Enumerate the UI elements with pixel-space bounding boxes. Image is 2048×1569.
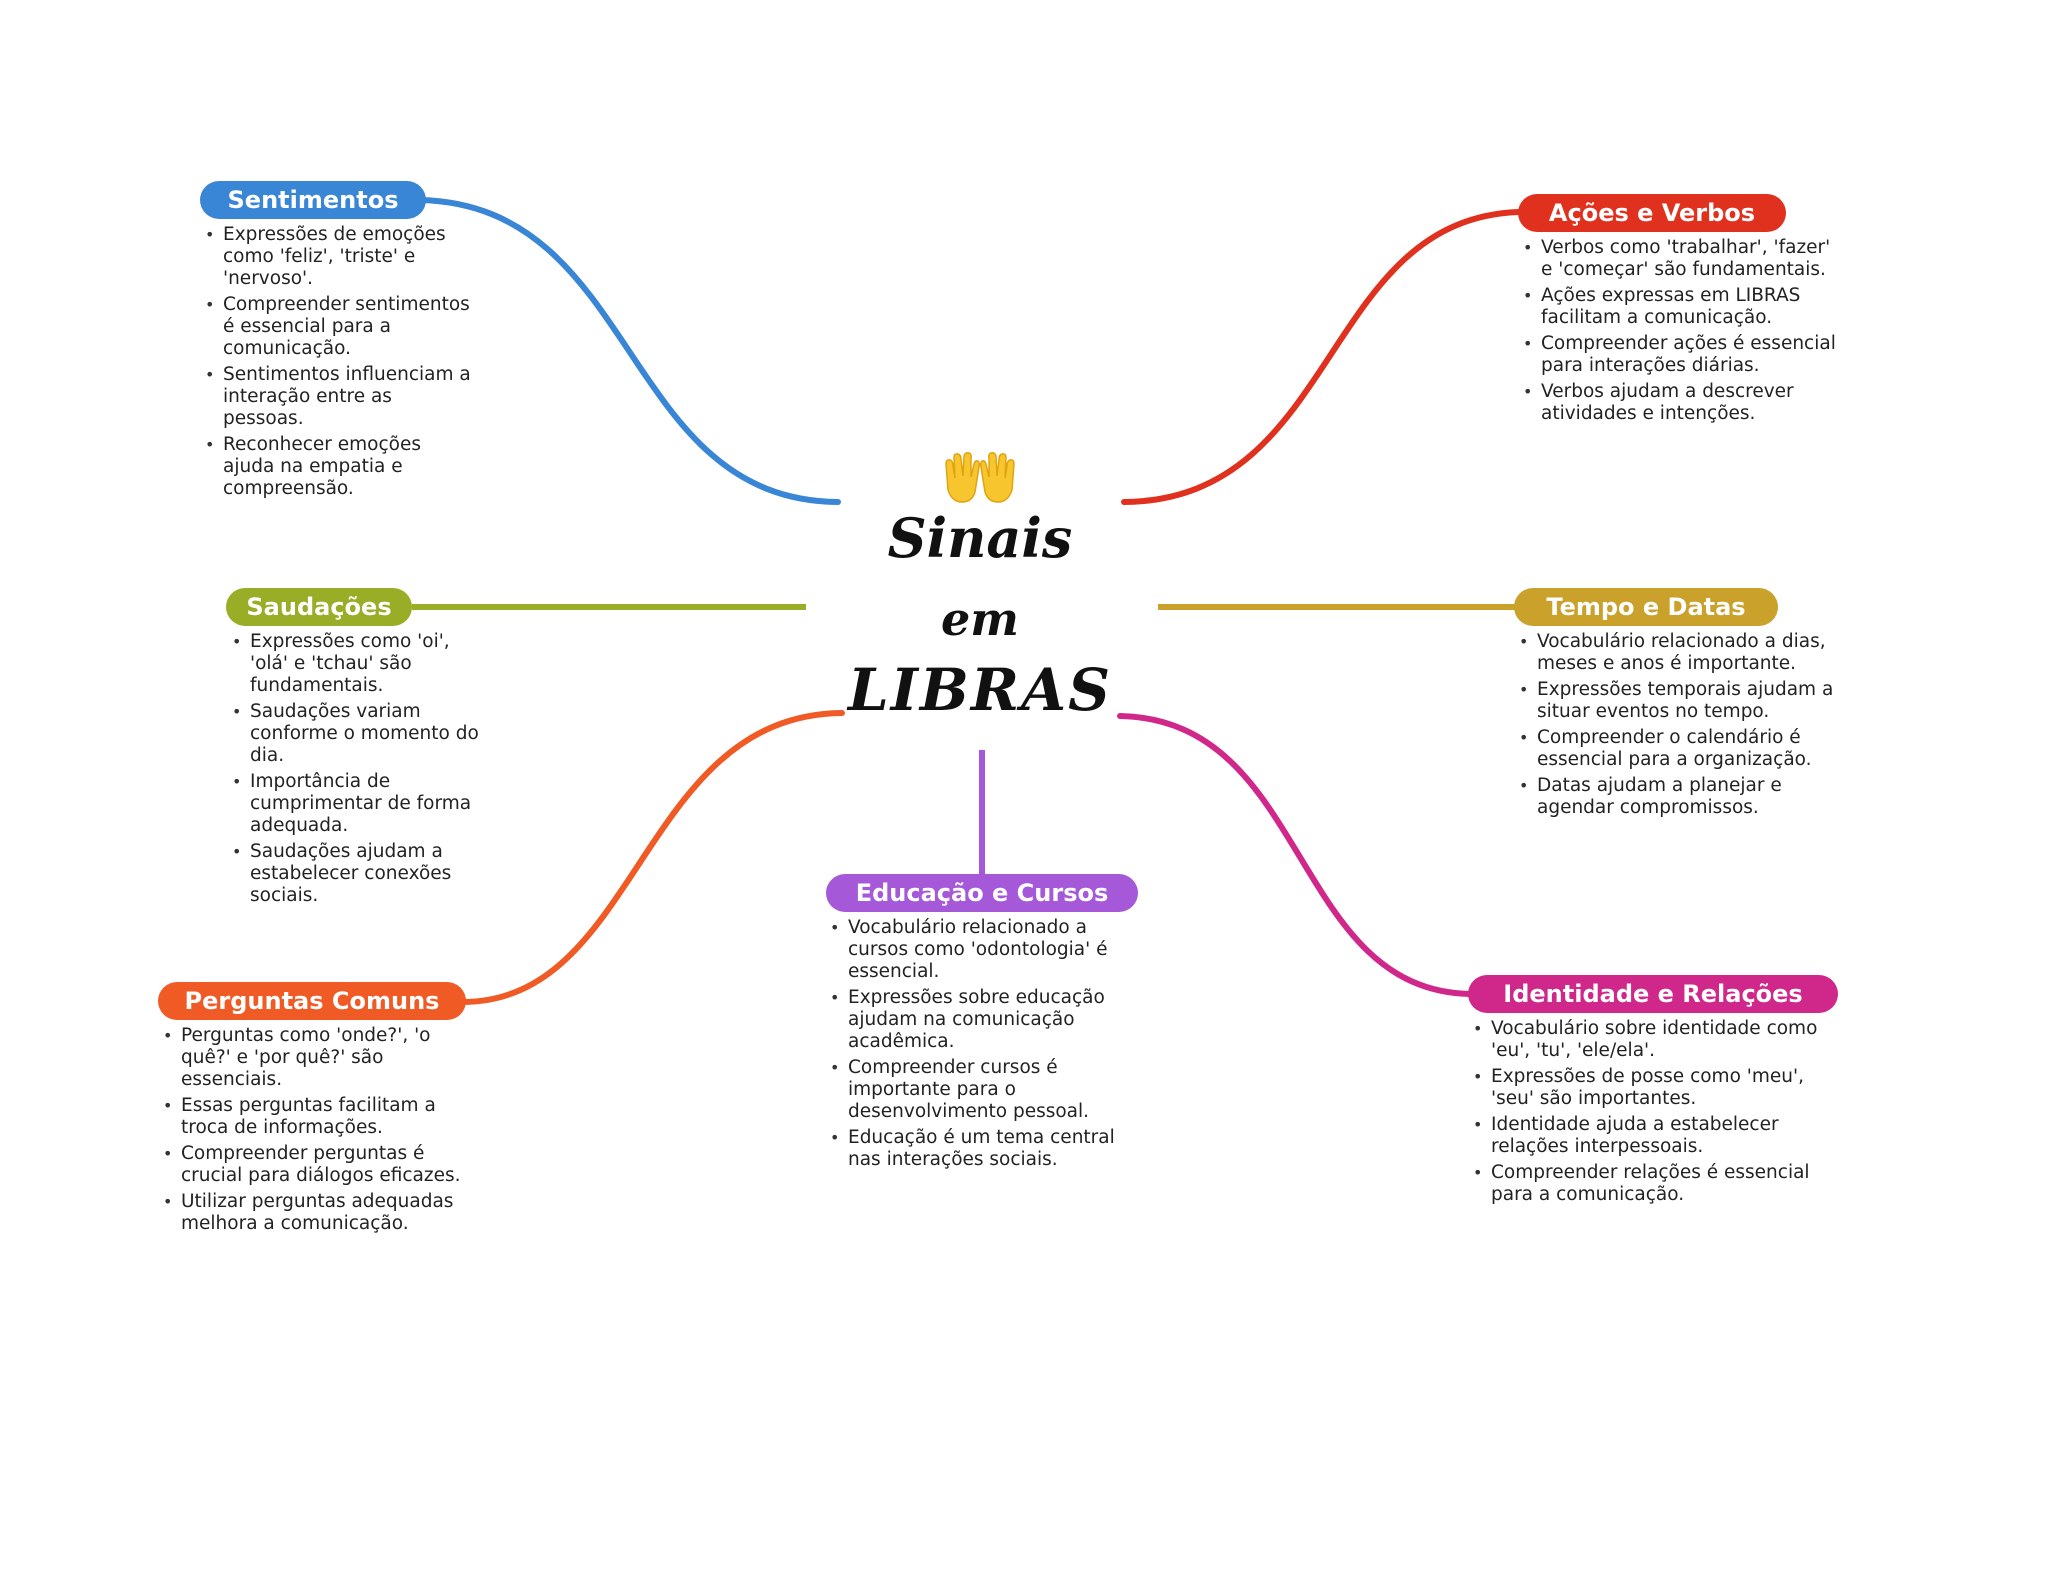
list-item: • Expressões sobre educação ajudam na comunicação acadêmica. [830, 987, 1150, 1053]
topic-identidade-relacoes[interactable]: Identidade e Relações [1468, 975, 1838, 1013]
list-item: • Compreender cursos é importante para o desenvolvimento pessoal. [830, 1057, 1150, 1123]
central-title-line-1: Sinais [887, 506, 1073, 570]
topic-perguntas-comuns-list [163, 1025, 463, 1239]
list-item: • Compreender o calendário é essencial para a organização. [1519, 727, 1849, 771]
central-topic [840, 440, 1120, 750]
topic-acoes-verbos-list [1523, 237, 1843, 429]
list-item: • Compreender ações é essencial para interações diárias. [1523, 333, 1843, 377]
connector-perguntas [464, 713, 842, 1002]
topic-tempo-datas[interactable]: Tempo e Datas [1514, 588, 1778, 626]
list-item: • Identidade ajuda a estabelecer relações interpessoais. [1473, 1114, 1833, 1158]
list-item: • Expressões de posse como 'meu', 'seu' são importantes. [1473, 1066, 1833, 1110]
list-item: • Saudações ajudam a estabelecer conexões sociais. [232, 841, 480, 907]
list-item: • Expressões de emoções como 'feliz', 'triste' e 'nervoso'. [205, 224, 475, 290]
topic-educacao-cursos[interactable]: Educação e Cursos [826, 874, 1138, 912]
topic-educacao-cursos-list [830, 917, 1150, 1175]
topic-saudacoes[interactable]: Saudações [226, 588, 412, 626]
list-item: • Verbos como 'trabalhar', 'fazer' e 'começar' são fundamentais. [1523, 237, 1843, 281]
connector-acoes [1124, 212, 1518, 502]
topic-sentimentos[interactable]: Sentimentos [200, 181, 426, 219]
central-title-line-2: em [941, 592, 1019, 646]
list-item: • Expressões como 'oi', 'olá' e 'tchau' são fundamentais. [232, 631, 480, 697]
central-title-line-3: LIBRAS [847, 656, 1113, 724]
list-item: • Expressões temporais ajudam a situar eventos no tempo. [1519, 679, 1849, 723]
list-item: • Educação é um tema central nas interações sociais. [830, 1127, 1150, 1171]
list-item: • Verbos ajudam a descrever atividades e intenções. [1523, 381, 1843, 425]
topic-sentimentos-list [205, 224, 475, 504]
topic-tempo-datas-list [1519, 631, 1849, 823]
list-item: • Compreender relações é essencial para a comunicação. [1473, 1162, 1833, 1206]
list-item: • Utilizar perguntas adequadas melhora a comunicação. [163, 1191, 463, 1235]
list-item: • Perguntas como 'onde?', 'o quê?' e 'por quê?' são essenciais. [163, 1025, 463, 1091]
topic-saudacoes-list [232, 631, 480, 911]
list-item: • Vocabulário sobre identidade como 'eu', 'tu', 'ele/ela'. [1473, 1018, 1833, 1062]
connector-sentimentos [420, 200, 838, 502]
list-item: • Compreender sentimentos é essencial para a comunicação. [205, 294, 475, 360]
list-item: • Saudações variam conforme o momento do dia. [232, 701, 480, 767]
topic-acoes-verbos[interactable]: Ações e Verbos [1518, 194, 1786, 232]
list-item: • Vocabulário relacionado a cursos como 'odontologia' é essencial. [830, 917, 1150, 983]
connector-identidade [1120, 716, 1470, 994]
list-item: • Importância de cumprimentar de forma adequada. [232, 771, 480, 837]
list-item: • Compreender perguntas é crucial para diálogos eficazes. [163, 1143, 463, 1187]
raised-hands-icon [940, 450, 1020, 510]
list-item: • Sentimentos influenciam a interação entre as pessoas. [205, 364, 475, 430]
list-item: • Ações expressas em LIBRAS facilitam a comunicação. [1523, 285, 1843, 329]
list-item: • Vocabulário relacionado a dias, meses e anos é importante. [1519, 631, 1849, 675]
topic-perguntas-comuns[interactable]: Perguntas Comuns [158, 982, 466, 1020]
list-item: • Essas perguntas facilitam a troca de informações. [163, 1095, 463, 1139]
topic-identidade-relacoes-list [1473, 1018, 1833, 1210]
list-item: • Reconhecer emoções ajuda na empatia e compreensão. [205, 434, 475, 500]
list-item: • Datas ajudam a planejar e agendar compromissos. [1519, 775, 1849, 819]
